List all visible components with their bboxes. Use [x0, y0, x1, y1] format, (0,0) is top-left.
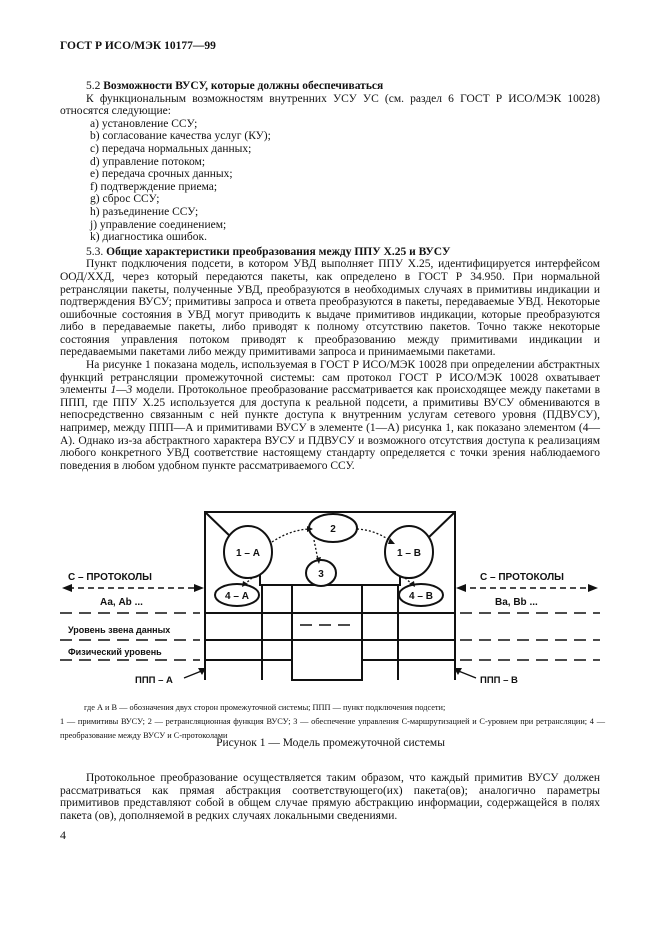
section-5-2-intro: К функциональным возможностям внутренних УСУ УС (см. раздел 6 ГОСТ Р ИСО/МЭК 10028) относятся следующие: — [60, 92, 600, 118]
section-5-3-heading: 5.3. Общие характеристики преобразования между ППУ Х.25 и ВУСУ — [86, 245, 451, 258]
link-level-label: Уровень звена данных — [68, 625, 171, 635]
element-1b-label: 1 – В — [397, 548, 421, 559]
list-item: b) согласование качества услуг (КУ); — [90, 130, 271, 143]
element-4b-label: 4 – В — [409, 591, 433, 602]
section-5-2-heading: 5.2 Возможности ВУСУ, которые должны обеспечиваться — [86, 80, 384, 92]
closing-paragraph — [60, 772, 600, 822]
list-item: a) установление ССУ; — [90, 117, 198, 130]
section-5-3-para-1: Пункт подключения подсети, в котором УВД выполняет ППУ Х.25, идентифицируется интерфейсом ООД/ХХД, через который передаются пакеты, как определено в ГОСТ Р 34.950. При нормальной ретрансляции пакеты, полученные УВД, преобразуются в необходимых случаях в примитивы индикации и подтверждения ВУСУ; примитивы запроса и ответа преобразуются в пакеты, передаваемые УВД. Некоторые ошибочные состояния в УВД могут приводить к выдаче примитивов индикации, которые преобразуются либо в передаваемые пакеты, либо приводят к полному отсутствию пакетов. Точно также некоторые состояния управления потоком приводят к преобразованию между примитивами индикации и передаваемыми пакетами либо между примитивами запроса и принимаемыми пакетами. — [60, 258, 600, 359]
section-5-3-para-2: На рисунке 1 показана модель, используемая в ГОСТ Р ИСО/МЭК 10028 при определении абстрактных функций ретрансляции промежуточной системы: сам протокол ГОСТ Р ИСО/МЭК 10028 охватывает элементы 1—3 модели. Протокольное преобразование рассматривается как происходящее между пакетами в ППП, где ППУ Х.25 используется для доступа к реальной подсети, а примитивы ВУСУ обмениваются в непосредственно связанным с ней пункте доступа к внутренним услугам сетевого уровня (ПДВУСУ), например, между ППП—А и примитивами ВУСУ в элементе (1—А) рисунка 1, как показано элементом (4—А). Однако из-за абстрактного характера ВУСУ и ПДВУСУ и возможного отсутствия доступа к реализациям любого конкретного УВД соответствие настоящему стандарту определяется с точки зрения наблюдаемого поведения в любом удобном пункте рассматриваемого ССУ. — [60, 359, 601, 472]
ppp-a-label: ППП – А — [135, 675, 173, 686]
list-item: d) управление потоком; — [90, 155, 206, 168]
c-protocols-left-label: С – ПРОТОКОЛЫ — [68, 572, 152, 583]
physical-level-label: Физический уровень — [68, 647, 162, 657]
element-3-label: 3 — [318, 569, 324, 580]
aa-ab-label: Аа, Аb ... — [100, 597, 143, 608]
list-item: c) передача нормальных данных; — [90, 142, 252, 155]
ba-bb-label: Ва, Вb ... — [495, 597, 538, 608]
list-item: j) управление соединением; — [90, 218, 227, 231]
ppp-b-label: ППП – В — [480, 675, 518, 686]
section-5-2 — [60, 80, 600, 472]
list-item: f) подтверждение приема; — [90, 180, 218, 193]
document-header: ГОСТ Р ИСО/МЭК 10177—99 — [60, 40, 216, 52]
figure-legend-line: где А и В — обозначения двух сторон промежуточной системы; ППП — пункт подключения подсети; — [84, 703, 446, 712]
capabilities-list — [60, 118, 600, 244]
list-item: k) диагностика ошибок. — [90, 231, 207, 244]
figure-caption: Рисунок 1 — Модель промежуточной системы — [216, 737, 445, 749]
element-4a-label: 4 – А — [225, 591, 249, 602]
list-item: g) сброс ССУ; — [90, 193, 160, 206]
page-number: 4 — [60, 828, 66, 842]
c-protocols-right-label: С – ПРОТОКОЛЫ — [480, 572, 564, 583]
figure-1-diagram — [0, 500, 661, 700]
element-1a-label: 1 – А — [236, 548, 260, 559]
figure-legend-line: 1 — примитивы ВУСУ; 2 — ретрансляционная функция ВУСУ; 3 — обеспечение управления С-маршрутизацией и С-уровнем при ретрансляции; 4 — преобразование между ВУСУ и С-протоколами — [60, 717, 605, 740]
list-item: e) передача срочных данных; — [90, 168, 233, 181]
element-2-label: 2 — [330, 524, 336, 535]
list-item: h) разъединение ССУ; — [90, 205, 199, 218]
closing-para-text: Протокольное преобразование осуществляется таким образом, что каждый примитив ВУСУ должен рассматриваться как прямая абстракция соответствующего(их) пакета(ов); аналогично параметры примитивов представляют собой в общем случае прямую абстракцию информации, содержащейся в полях пакета (ов), дополняемой в редких случаях локальными сведениями. — [60, 772, 600, 822]
